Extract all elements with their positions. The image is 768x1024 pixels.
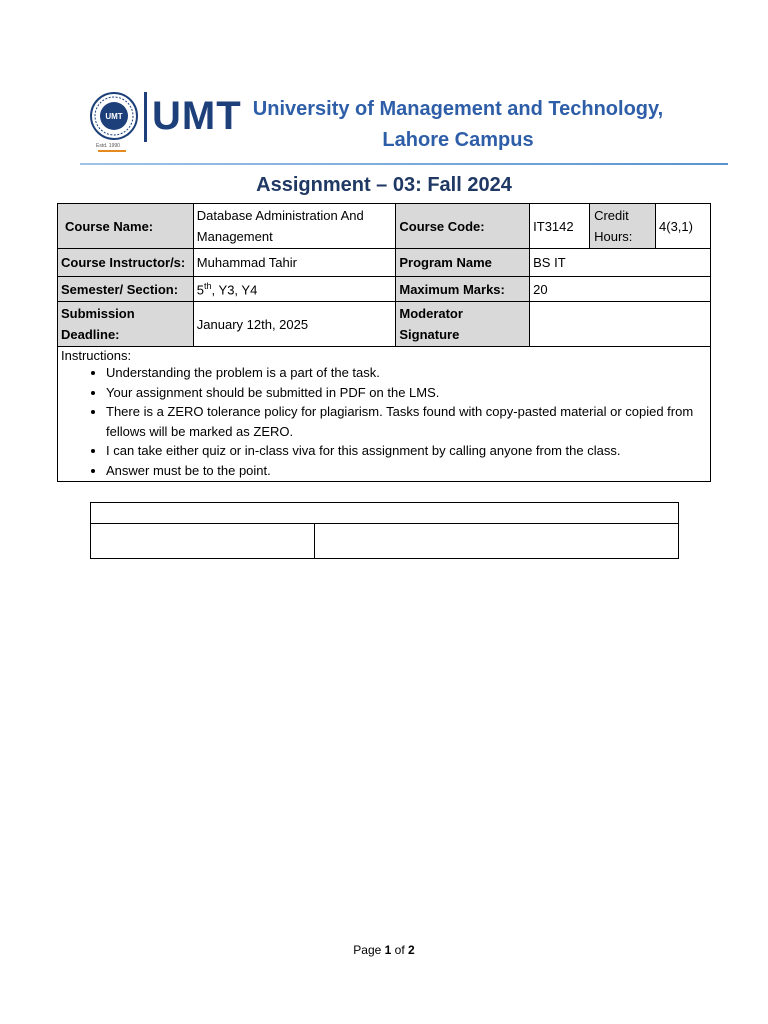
instructor-value: Muhammad Tahir: [193, 249, 396, 277]
semester-number: 5: [196, 282, 205, 298]
established-underline: [98, 150, 126, 152]
current-page-number: 1: [384, 943, 392, 957]
instructions-heading: Instructions:: [61, 348, 132, 363]
program-value: BS IT: [530, 249, 711, 277]
max-marks-label: Maximum Marks:: [396, 277, 530, 302]
moderator-signature: [530, 302, 711, 347]
table-row: [58, 249, 711, 277]
course-info-table: [57, 203, 711, 482]
header-rule: [80, 163, 728, 165]
logo-divider: [144, 92, 147, 142]
table-row: [58, 347, 711, 482]
table-row: [58, 302, 711, 347]
program-label: Program Name: [396, 249, 530, 277]
credit-hours-value: 4(3,1): [656, 204, 711, 249]
umt-seal-logo: [90, 92, 138, 140]
semester-suffix: th: [204, 280, 212, 291]
semester-sections: , Y3, Y4: [211, 282, 258, 298]
table-row: [58, 204, 711, 249]
course-code-label: Course Code:: [396, 204, 530, 249]
page-word: Page: [353, 943, 382, 957]
table-row: [91, 503, 679, 524]
deadline-label: Submission Deadline:: [58, 302, 194, 347]
umt-logo-text: UMT: [152, 94, 242, 138]
max-marks-value: 20: [530, 277, 711, 302]
table-row: [91, 524, 679, 559]
instructions-list: [61, 363, 707, 480]
page-footer: [0, 943, 768, 957]
list-item: • Answer must be to the point.: [106, 461, 707, 481]
list-item: • I can take either quiz or in-class viva for this assignment by calling anyone from the class.: [106, 441, 707, 461]
moderator-label: Moderator Signature: [396, 302, 530, 347]
total-pages-number: 2: [408, 943, 415, 957]
list-item: • There is a ZERO tolerance policy for plagiarism. Tasks found with copy-pasted material or copied from fellows will be marked as ZERO.: [106, 402, 707, 441]
university-title-line1: University of Management and Technology,: [252, 98, 664, 120]
empty-cell: [91, 503, 679, 524]
credit-hours-label: Credit Hours:: [590, 204, 656, 249]
semester-label: Semester/ Section:: [58, 277, 194, 302]
empty-table: [90, 502, 679, 559]
university-header: [88, 90, 728, 160]
established-year: Estd. 1990: [96, 143, 120, 149]
semester-value: [193, 277, 396, 302]
instructions-cell: [58, 347, 711, 482]
svg-text:UMT: UMT: [105, 112, 123, 121]
course-name-value: Database Administration And Management: [193, 204, 396, 249]
assignment-title: Assignment – 03: Fall 2024: [256, 174, 512, 196]
list-item: • Your assignment should be submitted in PDF on the LMS.: [106, 383, 707, 403]
list-item: • Understanding the problem is a part of the task.: [106, 363, 707, 383]
empty-cell: [315, 524, 679, 559]
empty-cell: [91, 524, 315, 559]
course-name-label: Course Name:: [58, 204, 194, 249]
university-title-line2: Lahore Campus: [382, 129, 534, 151]
course-code-value: IT3142: [530, 204, 590, 249]
deadline-value: January 12th, 2025: [193, 302, 396, 347]
university-title: [248, 94, 668, 156]
table-row: [58, 277, 711, 302]
of-word: of: [394, 943, 405, 957]
instructor-label: Course Instructor/s:: [58, 249, 194, 277]
